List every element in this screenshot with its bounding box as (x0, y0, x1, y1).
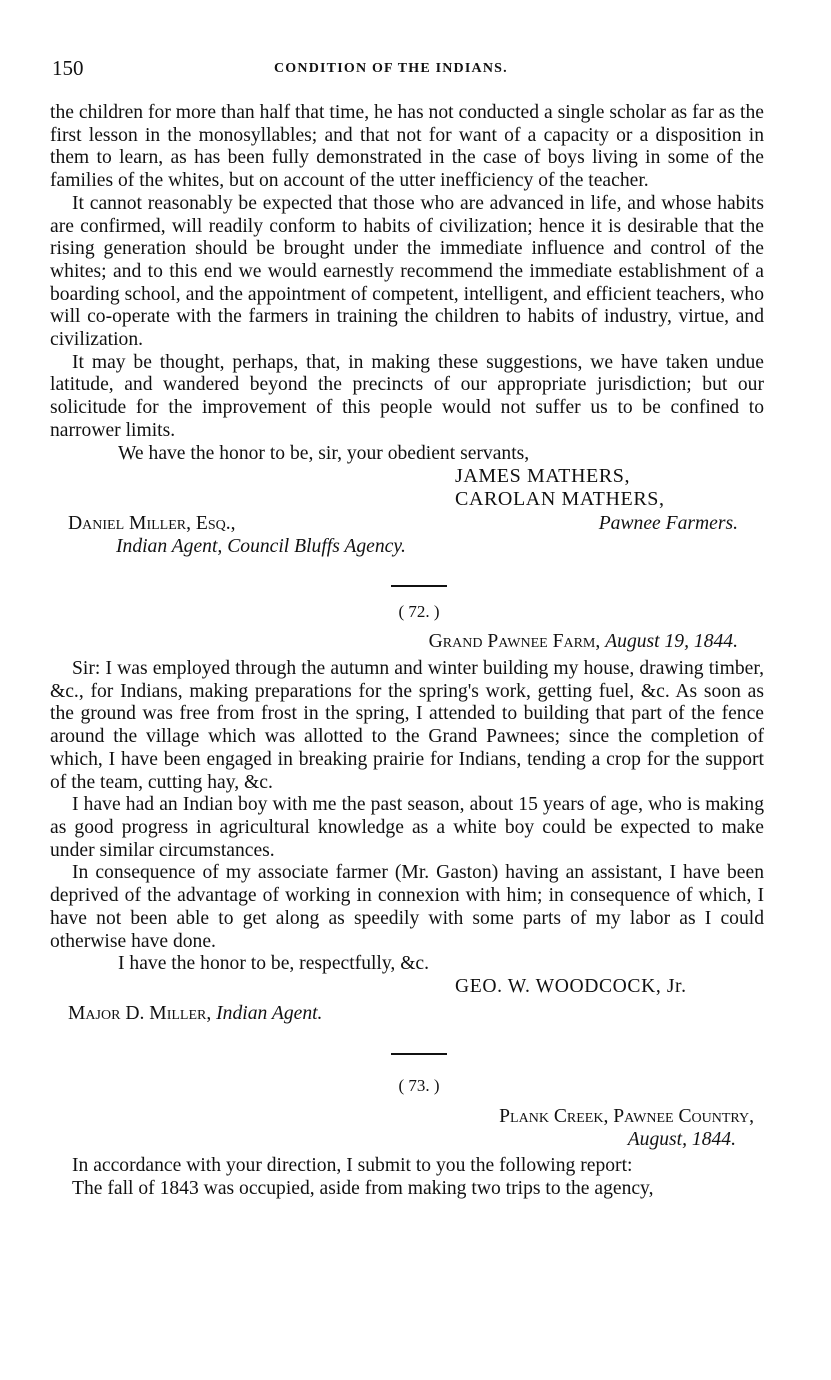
section-divider (391, 1053, 447, 1055)
dateline-date: August 19, 1844. (605, 631, 738, 653)
dateline-place: Grand Pawnee Farm, (428, 631, 601, 653)
paragraph: the children for more than half that time, he has not conducted a single scholar as far as the first lesson in the monosyllables; and that not for want of a capacity or a disposition in them to learn, as has been fully demonstrated in the case of boys living in some of the families of the whites, but on account of the utter inefficiency of the teacher. (50, 102, 764, 192)
addressee-line (50, 1003, 764, 1026)
paragraph: In accordance with your direction, I submit to you the following report: (72, 1155, 633, 1177)
addressee-name: Daniel Miller, Esq., (68, 513, 236, 535)
signatory-name: GEO. W. WOODCOCK, Jr. (455, 975, 687, 997)
signatory-title: Pawnee Farmers. (598, 513, 738, 535)
body-text (50, 102, 764, 1201)
paragraph: It cannot reasonably be expected that those who are advanced in life, and whose habits are confirmed, will readily conform to habits of civilization; hence it is desirable that the rising generation should be brought under the immediate influence and control of the whites; and to this end we would earnestly recommend the immediate establishment of a boarding school, and the appointment of competent, intelligent, and efficient teachers, who will co-operate with the farmers in training the children to habits of industry, virtue, and civilization. (50, 192, 764, 351)
closing-line: We have the honor to be, sir, your obedient servants, (118, 442, 530, 464)
closing-line: I have the honor to be, respectfully, &c. (118, 953, 430, 975)
addressee-title: Indian Agent. (216, 1002, 323, 1024)
page-number: 150 (52, 56, 84, 80)
page-header (52, 56, 772, 86)
signatory-name: CAROLAN MATHERS, (455, 488, 665, 511)
signatory-name: JAMES MATHERS, (455, 465, 631, 488)
addressee-line (50, 513, 764, 536)
dateline (50, 631, 764, 654)
addressee-name: Major D. Miller, (68, 1002, 212, 1024)
dateline-place: Plank Creek, Pawnee Country, (499, 1106, 754, 1128)
paragraph: The fall of 1843 was occupied, aside from making two trips to the agency, (72, 1178, 654, 1200)
running-head: CONDITION OF THE INDIANS. (274, 61, 508, 76)
paragraph: I have had an Indian boy with me the past season, about 15 years of age, who is making as good progress in agricultural knowledge as a white boy could be expected to make under similar circumstances. (50, 794, 764, 861)
dateline-date: August, 1844. (627, 1128, 736, 1150)
paragraph: It may be thought, perhaps, that, in making these suggestions, we have taken undue latitude, and wandered beyond the precincts of our appropriate jurisdiction; but our solicitude for the improvement of this people would not suffer us to be confined to narrower limits. (50, 351, 764, 441)
paragraph: In consequence of my associate farmer (Mr. Gaston) having an assistant, I have been deprived of the advantage of working in connexion with him; in consequence of which, I have not been able to get along as speedily with some parts of my labor as I could otherwise have done. (50, 862, 764, 952)
addressee-title: Indian Agent, Council Bluffs Agency. (116, 535, 406, 557)
letter-number: ( 72. ) (398, 601, 440, 621)
section-divider (391, 585, 447, 587)
letter-number: ( 73. ) (398, 1076, 440, 1096)
paragraph: Sir: I was employed through the autumn and winter building my house, drawing timber, &c., for Indians, making preparations for the spring's work, getting fuel, &c. As soon as the ground was free from frost in the spring, I attended to building that part of the fence around the village which was allotted to the Grand Pawnees; since the completion of which, I have been engaged in breaking prairie for Indians, tending a crop for the support of the team, cutting hay, &c. (50, 658, 764, 793)
